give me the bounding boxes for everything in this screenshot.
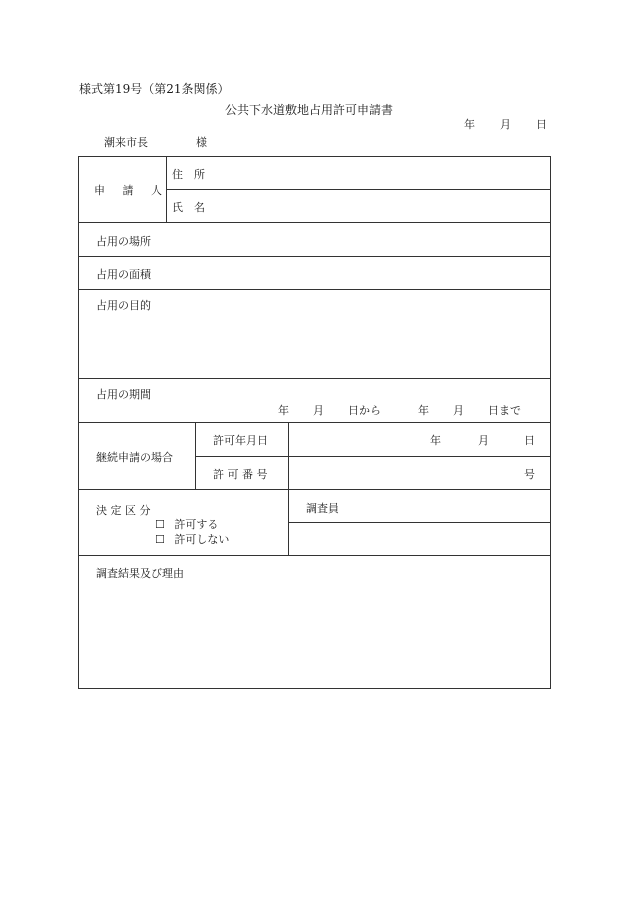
address-field[interactable] [230, 166, 540, 182]
date-year-label: 年 [464, 118, 475, 131]
address-label: 住 所 [172, 168, 205, 181]
area-label: 占用の面積 [96, 268, 151, 281]
place-label: 占用の場所 [96, 235, 151, 248]
divider-after-decision [78, 555, 551, 556]
deny-option-label: 許可しない [174, 533, 230, 546]
divider-applicant-vertical [166, 156, 167, 222]
divider-after-place [78, 256, 551, 257]
period-label: 占用の期間 [96, 388, 151, 401]
permit-date-day: 日 [524, 434, 535, 447]
divider-renewal-vertical-1 [195, 422, 196, 489]
divider-renewal-vertical-2 [288, 422, 289, 555]
permit-date-month: 月 [478, 434, 489, 447]
divider-applicant-inner [166, 189, 551, 190]
divider-after-area [78, 289, 551, 290]
period-from-month: 月 [313, 404, 324, 417]
divider-after-applicant [78, 222, 551, 223]
period-to-year: 年 [418, 404, 429, 417]
permit-date-label: 許可年月日 [213, 434, 268, 447]
approve-option-label: 許可する [174, 518, 219, 531]
decision-option-deny[interactable] [155, 531, 229, 547]
period-from-year: 年 [278, 404, 289, 417]
renewal-label: 継続申請の場合 [96, 451, 173, 464]
period-to-month: 月 [453, 404, 464, 417]
divider-renewal-inner [195, 456, 551, 457]
name-label: 氏 名 [172, 201, 205, 214]
permit-number-label: 許 可 番 号 [213, 468, 268, 481]
purpose-label: 占用の目的 [96, 299, 151, 312]
name-field[interactable] [230, 199, 540, 215]
addressee-honorific: 様 [196, 136, 207, 149]
divider-after-renewal [78, 489, 551, 490]
deny-checkbox-icon[interactable]: ☐ [155, 533, 165, 546]
permit-date-year: 年 [430, 434, 441, 447]
decision-option-approve[interactable] [155, 516, 218, 532]
permit-number-suffix: 号 [524, 468, 535, 481]
divider-after-purpose [78, 378, 551, 379]
result-label: 調査結果及び理由 [96, 567, 184, 580]
divider-inspector-inner [288, 522, 551, 523]
date-month-label: 月 [500, 118, 511, 131]
applicant-label: 申 請 人 [94, 184, 162, 197]
inspector-label: 調査員 [306, 502, 339, 515]
divider-after-period [78, 422, 551, 423]
decision-label: 決 定 区 分 [96, 504, 151, 517]
date-day-label: 日 [536, 118, 547, 131]
period-to-day: 日まで [488, 404, 521, 417]
form-title: 公共下水道敷地占用許可申請書 [225, 103, 394, 117]
period-from-day: 日から [348, 404, 381, 417]
approve-checkbox-icon[interactable]: ☐ [155, 518, 165, 531]
form-number: 様式第19号（第21条関係） [79, 82, 230, 96]
addressee: 潮来市長 [104, 136, 148, 149]
